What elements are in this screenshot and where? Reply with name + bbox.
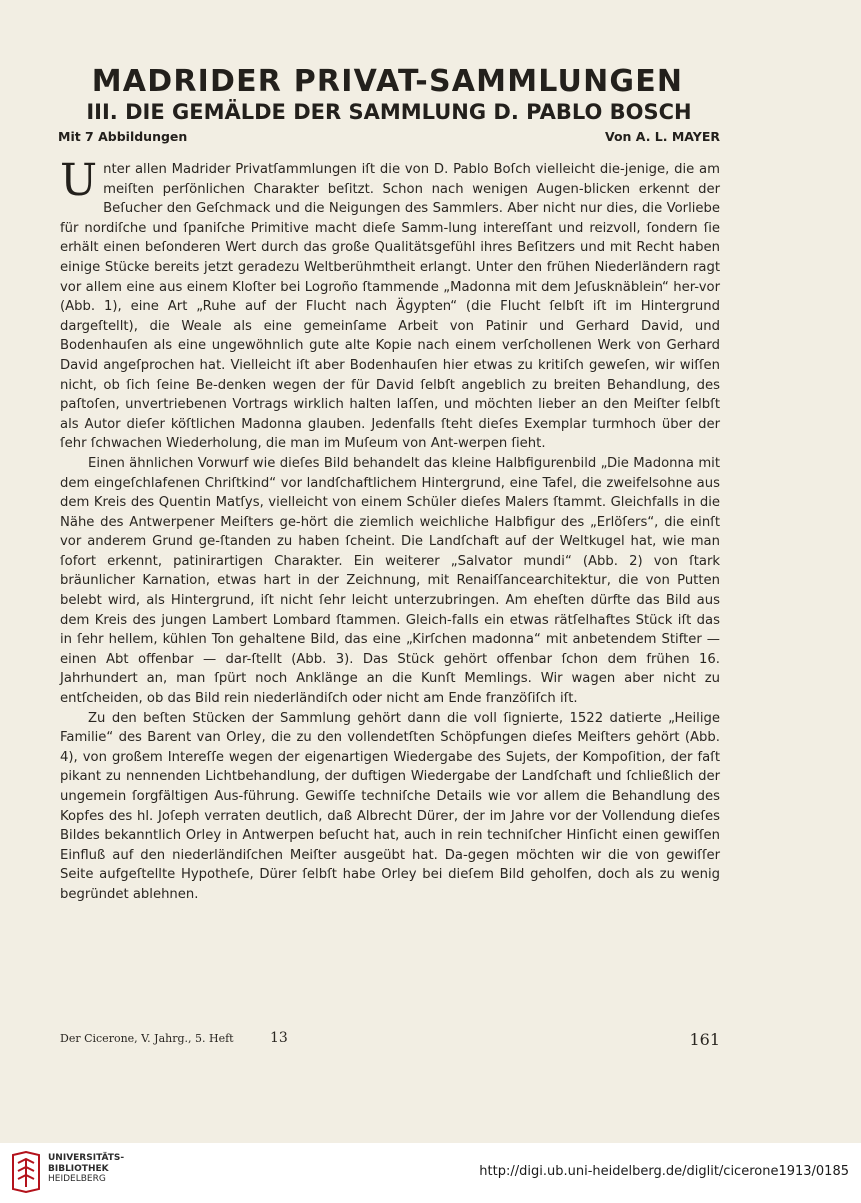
library-name-line-3: HEIDELBERG xyxy=(48,1174,106,1184)
paragraph-2: Einen ähnlichen Vorwurf wie dieſes Bild behandelt das kleine Halbfigurenbild „Die Madonna mit dem eingeſchlafenen Chriſtkind“ vor landſchaftlichem Hintergrund, eine Tafel, die zweifelsohne aus dem Kreis des Quentin Matſys, vielleicht von einem Schüler dieſes Malers ſtammt. Gleichfalls in die Nähe des Antwerpener Meiſters ge-hört die ziemlich weichliche Halbfigur des „Erlöſers“, die einſt vor anderem Grund ge-ſtanden zu haben ſcheint. Die Landſchaft auf der Weltkugel hat, wie man ſofort erkennt, patinirartigen Charakter. Ein weiterer „Salvator mundi“ (Abb. 2) von ſtark bräunlicher Karnation, etwas hart in der Zeichnung, mit Renaiſſancearchitektur, die von Putten belebt wird, als Hintergrund, iſt nicht ſehr leicht unterzubringen. Am eheſten dürfte das Bild aus dem Kreis des jungen Lambert Lombard ſtammen. Gleich-falls ein etwas rätſelhaftes Stück iſt das in ſehr hellem, kühlen Ton gehaltene Bild, das eine „Kirſchen madonna“ mit anbetendem Stifter — einen Abt offenbar — dar-ſtellt (Abb. 3). Das Stück gehört offenbar ſchon dem frühen 16. Jahrhundert an, man ſpürt noch Anklänge an die Kunſt Memlings. Wir wagen aber nicht zu entſcheiden, ob das Bild rein niederländiſch oder nicht am Ende franzöſiſch iſt. xyxy=(60,455,720,707)
permalink-url[interactable]: http://digi.ub.uni-heidelberg.de/diglit/cicerone1913/0185 xyxy=(479,1164,849,1179)
article-body xyxy=(60,155,720,905)
library-name-line-1: UNIVERSITÄTS- xyxy=(48,1153,125,1163)
page-number: 161 xyxy=(689,1030,720,1049)
paragraph-1 xyxy=(60,155,720,454)
byline xyxy=(58,129,720,147)
paragraph-3: Zu den beſten Stücken der Sammlung gehört dann die voll ſignierte, 1522 datierte „Heilige Familie“ des Barent van Orley, die zu den vollendetſten Schöpfungen dieſes Meiſters gehört (Abb. 4), von großem Intereſſe wegen der eigenartigen Wiedergabe des Sujets, der Kompoſition, der faſt pikant zu nennenden Lichtbehandlung, der duftigen Wiedergabe der Landſchaft und ſchließlich der ungemein ſorgfältigen Aus-führung. Gewiſſe techniſche Details wie vor allem die Behandlung des Kopfes des hl. Joſeph verraten deutlich, daß Albrecht Dürer, der im Jahre vor der Vollendung dieſes Bildes bekanntlich Orley in Antwerpen beſucht hat, auch in rein techniſcher Hinſicht einen gewiſſen Einfluß auf den niederländiſchen Meiſter ausgeübt hat. Da-gegen möchten wir die von gewiſſer Seite aufgeſtellte Hypotheſe, Dürer ſelbſt habe Orley bei dieſem Bild geholfen, doch als zu wenig begründet ablehnen. xyxy=(60,710,720,902)
paragraph-1-text: nter allen Madrider Privatſammlungen iſt die von D. Pablo Boſch vielleicht die-jenige, die am meiſten perſönlichen Charakter beſitzt. Schon nach wenigen Augen-blicken erkennt der Beſucher den Geſchmack und die Neigungen des Sammlers. Aber nicht nur dies, die Vorliebe für nordiſche und ſpaniſche Primitive macht dieſe Samm-lung intereſſant und reizvoll, ſondern ſie erhält einen beſonderen Wert durch das große Qualitätsgefühl ihres Beſitzers und mit Recht haben einige Stücke bereits jetzt geradezu Weltberühmtheit erlangt. Unter den frühen Niederländern ragt vor allem eine aus einem Kloſter bei Logroño ſtammende „Madonna mit dem Jeſusknäblein“ her-vor (Abb. 1), eine Art „Ruhe auf der Flucht nach Ägypten“ (die Flucht ſelbſt iſt im Hintergrund dargeſtellt), die Weale als eine gemeinſame Arbeit von Patinir und Gerhard David, und Bodenhauſen als eine ungewöhnlich gute alte Kopie nach einem verſchollenen Werk von Gerhard David angeſprochen hat. Vielleicht iſt aber Bodenhauſen hier etwas zu kritiſch geweſen, wir wiſſen nicht, ob ſich ſeine Be-denken wegen der für David ſelbſt angeblich zu breiten Behandlung, des paſtoſen, unvertriebenen Vortrags wirklich halten laſſen, und möchten lieber an den Meiſter ſelbſt als Autor dieſer köſtlichen Madonna glauben. Jedenfalls ſteht dieſes Exemplar turmhoch über der ſehr ſchwachen Wiederholung, die man im Muſeum von Ant-werpen ſieht. xyxy=(60,162,720,452)
library-name-line-2: BIBLIOTHEK xyxy=(48,1163,109,1174)
illustration-count: Mit 7 Abbildungen xyxy=(58,129,188,144)
drop-cap: U xyxy=(60,155,98,206)
journal-reference: Der Cicerone, V. Jahrg., 5. Heft xyxy=(60,1032,234,1045)
library-name xyxy=(48,1153,124,1185)
article-series-title: MADRIDER PRIVAT-SAMMLUNGEN xyxy=(91,64,684,99)
author: Von A. L. MAYER xyxy=(604,129,720,144)
university-library-logo-icon[interactable] xyxy=(10,1151,42,1193)
printer-signature: 13 xyxy=(270,1030,288,1046)
page-footer xyxy=(60,1030,720,1052)
article-subtitle: III. DIE GEMÄLDE DER SAMMLUNG D. PABLO BOSCH xyxy=(86,100,692,124)
